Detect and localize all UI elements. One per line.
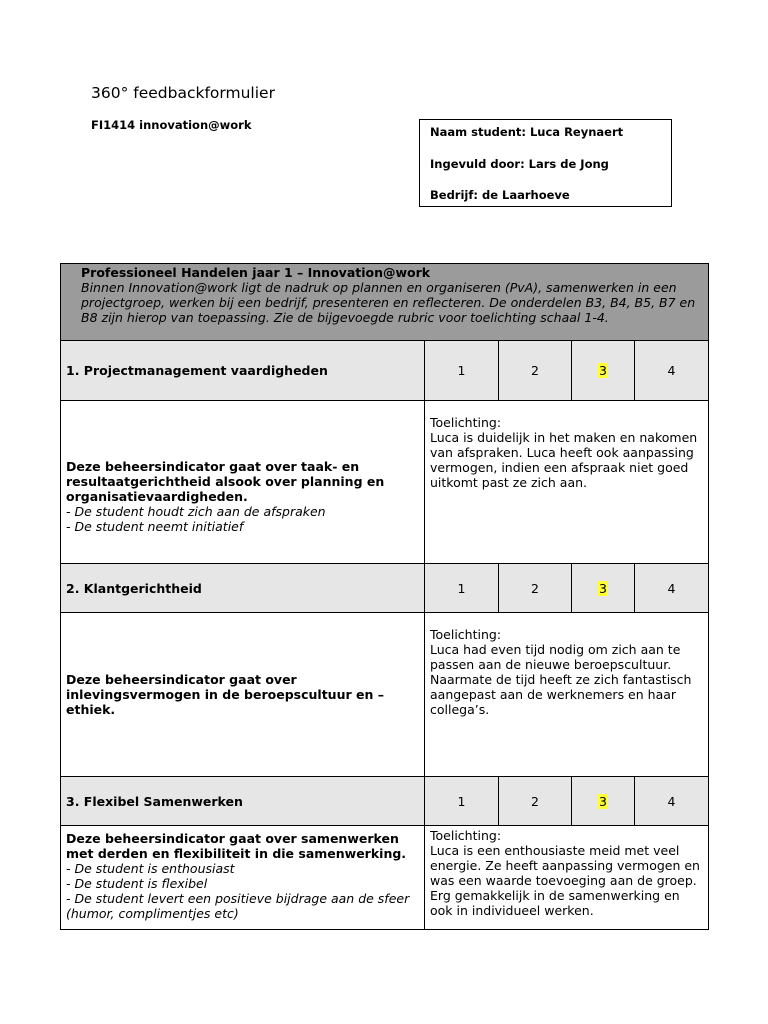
- criterion-name: 3. Flexibel Samenwerken: [61, 777, 425, 826]
- selected-score: 3: [599, 363, 607, 378]
- criterion-item: - De student is enthousiast: [66, 861, 235, 876]
- score-cell[interactable]: 2: [499, 777, 572, 826]
- criterion-item: - De student neemt initiatief: [66, 518, 244, 534]
- score-cell[interactable]: 2: [499, 564, 572, 613]
- criterion-row: [61, 341, 709, 401]
- criterion-item: - De student houdt zich aan de afspraken: [66, 503, 326, 519]
- criterion-row: [61, 777, 709, 826]
- criterion-note: [425, 401, 709, 564]
- section-header: [61, 264, 709, 341]
- note-label: Toelichting:: [430, 415, 502, 430]
- criterion-description: [61, 826, 425, 930]
- student-name: Naam student: Luca Reynaert: [430, 125, 624, 139]
- course-code: FI1414 innovation@work: [91, 118, 252, 132]
- score-cell[interactable]: 2: [499, 341, 572, 401]
- criterion-detail-row: [61, 826, 709, 930]
- score-cell-selected[interactable]: [572, 564, 635, 613]
- selected-score: 3: [599, 580, 607, 596]
- criterion-name: 2. Klantgerichtheid: [61, 564, 425, 613]
- score-cell[interactable]: 1: [425, 341, 499, 401]
- section-header-text: Binnen Innovation@work ligt de nadruk op plannen en organiseren (PvA), samenwerken in een projectgroep, werken bij een bedrijf, presenteren en reflecteren. De onderdelen B3, B4, B5, B7 en B8 zijn hierop van toepassing. Zie de bijgevoegde rubric voor toelichting schaal 1-4.: [81, 280, 696, 325]
- score-cell[interactable]: 4: [635, 341, 709, 401]
- criterion-item: - De student levert een positieve bijdrage aan de sfeer (humor, complimentjes etc): [66, 891, 410, 921]
- criterion-description-text: Deze beheersindicator gaat over inlevingsvermogen in de beroepscultuur en – ethiek.: [66, 672, 384, 717]
- criterion-note: [425, 826, 709, 930]
- score-cell[interactable]: 4: [635, 564, 709, 613]
- score-cell-selected[interactable]: [572, 341, 635, 401]
- criterion-note: [425, 613, 709, 777]
- criterion-description-text: Deze beheersindicator gaat over taak- en resultaatgerichtheid alsook over planning en organisatievaardigheden.: [66, 458, 385, 504]
- criterion-name: 1. Projectmanagement vaardigheden: [61, 341, 425, 401]
- feedback-table: [60, 263, 709, 930]
- score-cell-selected[interactable]: [572, 777, 635, 826]
- score-cell[interactable]: 1: [425, 564, 499, 613]
- filled-by: Ingevuld door: Lars de Jong: [430, 157, 609, 171]
- criterion-detail-row: [61, 401, 709, 564]
- criterion-description: [61, 613, 425, 777]
- criterion-item: - De student is flexibel: [66, 876, 208, 891]
- score-cell[interactable]: 4: [635, 777, 709, 826]
- note-text: Luca had even tijd nodig om zich aan te passen aan de nieuwe beroepscultuur. Naarmate de tijd heeft ze zich fantastisch aangepast aan de werknemers en haar collega’s.: [430, 642, 692, 717]
- note-label: Toelichting:: [430, 828, 502, 843]
- criterion-description: [61, 401, 425, 564]
- score-cell[interactable]: 1: [425, 777, 499, 826]
- criterion-row: [61, 564, 709, 613]
- note-text: Luca is duidelijk in het maken en nakomen van afspraken. Luca heeft ook aanpassing vermogen, indien een afspraak niet goed uitkomt past ze zich aan.: [430, 430, 698, 490]
- criterion-description-text: Deze beheersindicator gaat over samenwerken met derden en flexibiliteit in die samenwerking.: [66, 831, 407, 861]
- company: Bedrijf: de Laarhoeve: [430, 188, 570, 202]
- note-text: Luca is een enthousiaste meid met veel energie. Ze heeft aanpassing vermogen en was een waarde toevoeging aan de groep. Erg gemakkelijk in de samenwerking en ook in individueel werken.: [430, 843, 700, 918]
- selected-score: 3: [599, 793, 607, 809]
- section-header-title: Professioneel Handelen jaar 1 – Innovation@work: [81, 265, 431, 280]
- page-title: 360° feedbackformulier: [91, 84, 275, 102]
- note-label: Toelichting:: [430, 627, 502, 642]
- criterion-detail-row: [61, 613, 709, 777]
- student-info-box: [419, 119, 672, 207]
